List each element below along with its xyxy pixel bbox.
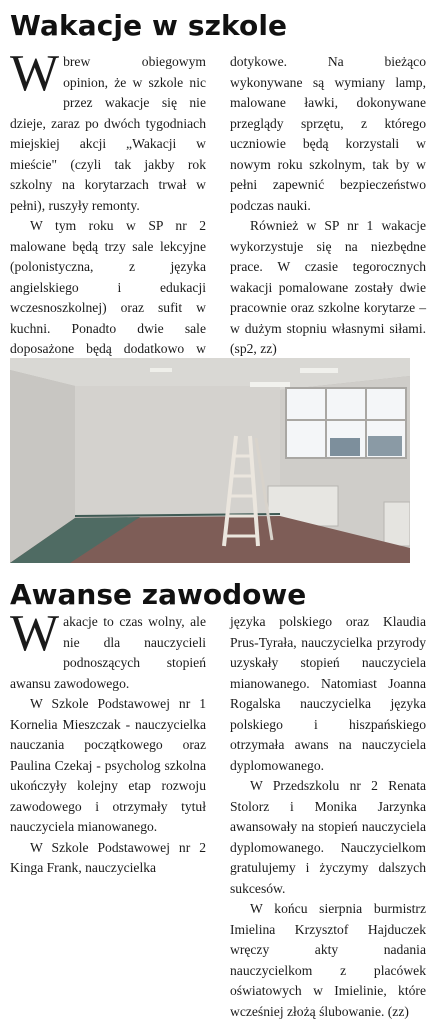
article2-column-1: [10, 605, 206, 879]
article1-column-1: [10, 45, 206, 380]
article1-column-2: [230, 52, 426, 360]
article-title-wakacje: Wakacje w szkole: [10, 9, 288, 42]
article2-paragraph: W Przedszkolu nr 2 Renata Stolorz i Monika Jarzynka awansowały na stopień nauczyciela dyplomowanego. Nauczycielkom gratulujemy i życzymy dalszych sukcesów.: [230, 778, 426, 896]
article2-paragraph: [10, 605, 206, 694]
article1-paragraph: dotykowe. Na bieżąco wykonywane są wymiany lamp, malowane ławki, dokonywane przeglądy sprzętu, z którego uczniowie będą korzystali w nowym roku szkolnym, tak by w pełni zapewnić bezpieczeństwo podczas nauki.: [230, 54, 426, 213]
article2-paragraph: W końcu sierpnia burmistrz Imielina Krzysztof Hajduczek wręczy akty nadania nauczycielkom z placówek oświatowych w Imielinie, które wcześniej złożą ślubowanie. (zz): [230, 901, 426, 1019]
paragraph-text: akacje to czas wolny, ale nie dla nauczycieli podnoszących stopień awansu zawodowego.: [10, 614, 206, 691]
drop-cap: W: [10, 605, 60, 662]
article2-column-2: [230, 612, 426, 1022]
article1-paragraph: Również w SP nr 1 wakacje wykorzystuje się na niezbędne prace. W czasie tegorocznych wakacji pomalowane zostały dwie pracownie oraz szkolne korytarze – w dużym stopniu własnymi siłami. (sp2, zz): [230, 218, 426, 356]
article1-paragraph: [10, 45, 206, 216]
article2-paragraph: W Szkole Podstawowej nr 2 Kinga Frank, nauczycielka: [10, 839, 206, 875]
article1-paragraph: W tym roku w SP nr 2 malowane będą trzy sale lekcyjne (polonistyczna, z języka angielskiego i edukacji wczesnoszkolnej) oraz sufit w kuchni. Ponadto dwie sale doposażone będą dodatkowo w: [10, 218, 206, 356]
drop-cap: W: [10, 45, 60, 102]
classroom-photo: [10, 358, 410, 563]
article2-paragraph: języka polskiego oraz Klaudia Prus-Tyrała, nauczycielka przyrody uzyskały stopień nauczyciela mianowanego. Natomiast Joanna Rogalska nauczycielka języka polskiego i hiszpańskiego otrzymała awans na nauczyciela dyplomowanego.: [230, 614, 426, 773]
paragraph-text: brew obiegowym opinion, że w szkole nic przez wakacje się nie dzieje, zaraz po dwóch tygodniach miejskiej akcji „Wakacji w mieście" (czyli tak jakby rok szkolny na korytarzach trwał w pełni), ruszyły remonty.: [10, 54, 206, 213]
article-title-awanse: Awanse zawodowe: [10, 578, 307, 611]
article2-paragraph: W Szkole Podstawowej nr 1 Kornelia Mieszczak - nauczycielka nauczania początkowego oraz Paulina Czekaj - psycholog szkolna ukończyły kolejny etap rozwoju zawodowego i otrzymały tytuł nauczyciela mianowanego.: [10, 696, 206, 834]
